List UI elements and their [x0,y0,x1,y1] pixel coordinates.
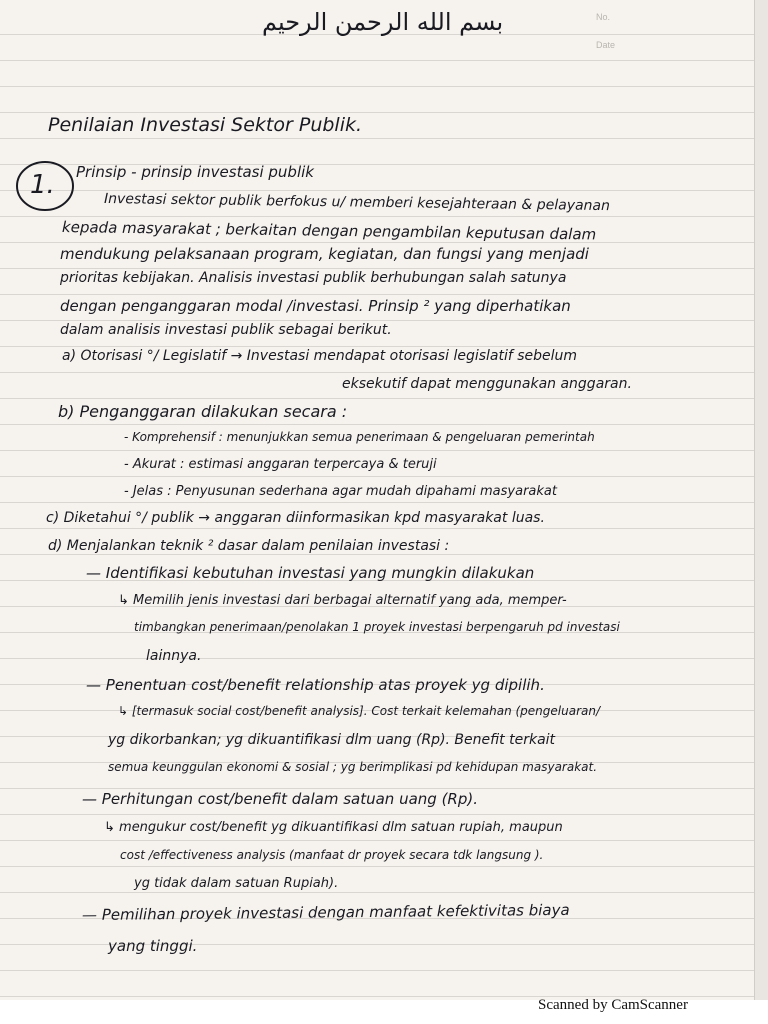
line-11: - Komprehensif : menunjukkan semua penerimaan & pengeluaran pemerintah [124,430,595,444]
line-27: yg tidak dalam satuan Rupiah). [134,876,339,891]
line-13: - Jelas : Penyusunan sederhana agar mudah dipahami masyarakat [124,484,557,499]
line-24: — Perhitungan cost/benefit dalam satuan uang (Rp). [82,790,478,808]
line-02: Investasi sektor publik berfokus u/ memberi kesejahteraan & pelayanan [103,191,611,215]
line-12: - Akurat : estimasi anggaran terpercaya & teruji [124,457,437,472]
line-28: — Pemilihan proyek investasi dengan manfaat kefektivitas biaya [81,900,570,924]
line-14: c) Diketahui °/ publik → anggaran diinformasikan kpd masyarakat luas. [46,510,545,526]
line-29: yang tinggi. [108,937,198,955]
line-23: semua keunggulan ekonomi & sosial ; yg berimplikasi pd kehidupan masyarakat. [108,760,598,774]
line-17: ↳ Memilih jenis investasi dari berbagai alternatif yang ada, memper- [118,593,567,608]
header-date-label: Date [596,40,616,50]
page-title: Penilaian Investasi Sektor Publik. [48,114,363,136]
line-05: prioritas kebijakan. Analisis investasi publik berhubungan salah satunya [60,270,567,286]
line-10: b) Penganggaran dilakukan secara : [58,402,348,421]
line-08: a) Otorisasi °/ Legislatif → Investasi mendapat otorisasi legislatif sebelum [62,348,578,364]
basmala: بسم الله الرحمن الرحيم [262,8,504,36]
line-22: yg dikorbankan; yg dikuantifikasi dlm uang (Rp). Benefit terkait [108,732,556,748]
line-15: d) Menjalankan teknik ² dasar dalam penilaian investasi : [48,538,450,554]
line-03: kepada masyarakat ; berkaitan dengan pengambilan keputusan dalam [61,218,597,244]
line-07: dalam analisis investasi publik sebagai berikut. [60,322,392,338]
line-25: ↳ mengukur cost/benefit yg dikuantifikasi dlm satuan rupiah, maupun [104,820,563,835]
line-16: — Identifikasi kebutuhan investasi yang mungkin dilakukan [86,564,535,582]
line-06: dengan penganggaran modal /investasi. Prinsip ² yang diperhatikan [60,297,571,315]
section-number: 1. [30,170,55,200]
line-21: ↳ [termasuk social cost/benefit analysis]. Cost terkait kelemahan (pengeluaran/ [118,704,601,718]
line-26: cost /effectiveness analysis (manfaat dr proyek secara tdk langsung ). [120,848,544,862]
line-09: eksekutif dapat menggunakan anggaran. [342,376,632,392]
line-18: timbangkan penerimaan/penolakan 1 proyek investasi berpengaruh pd investasi [134,620,620,634]
line-19: lainnya. [146,648,202,664]
line-20: — Penentuan cost/benefit relationship atas proyek yg dipilih. [86,676,545,694]
scanner-watermark: Scanned by CamScanner [538,997,688,1013]
line-04: mendukung pelaksanaan program, kegiatan, dan fungsi yang menjadi [60,245,589,263]
header-no-label: No. [596,12,611,22]
line-01: Prinsip - prinsip investasi publik [76,163,314,181]
page-edge [754,0,768,1000]
